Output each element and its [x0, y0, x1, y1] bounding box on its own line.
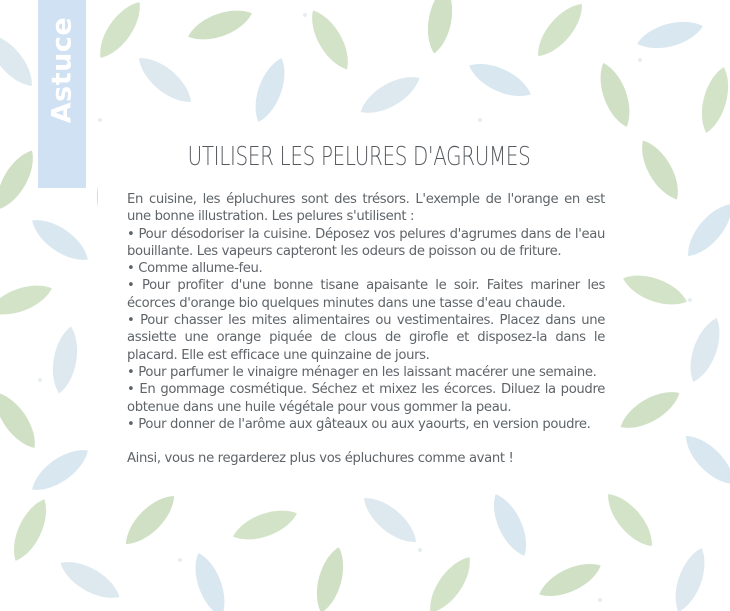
- tip-body: [127, 191, 605, 467]
- tip-item: • Pour donner de l'arôme aux gâteaux ou aux yaourts, en version poudre.: [127, 416, 591, 432]
- tip-conclusion: Ainsi, vous ne regarderez plus vos épluchures comme avant !: [127, 451, 514, 467]
- tip-item: • Comme allume-feu.: [127, 261, 263, 277]
- tip-item: • Pour chasser les mites alimentaires ou vestimentaires. Placez dans une assiette une orange piquée de clous de girofle et disposez-la dans le placard. Elle est efficace une quinzaine de jours.: [127, 313, 605, 363]
- tip-item: • Pour désodoriser la cuisine. Déposez vos pelures d'agrumes dans de l'eau bouillante. Les vapeurs capteront les odeurs de poisson ou de friture.: [127, 226, 605, 259]
- tip-title: UTILISER LES PELURES D'AGRUMES: [187, 142, 531, 172]
- tip-item: • Pour parfumer le vinaigre ménager en les laissant macérer une semaine.: [127, 364, 597, 380]
- paragraph-gap: [127, 433, 605, 450]
- tip-intro: En cuisine, les épluchures sont des trésors. L'exemple de l'orange en est une bonne illustration. Les pelures s'utilisent :: [127, 192, 605, 225]
- tip-item: • En gommage cosmétique. Séchez et mixez les écorces. Diluez la poudre obtenue dans une huile végétale pour vous gommer la peau.: [127, 382, 605, 415]
- astuce-tab-label: Astuce: [46, 16, 78, 124]
- tip-item: • Pour profiter d'une bonne tisane apaisante le soir. Faites mariner les écorces d'orange bio quelques minutes dans une tasse d'eau chaude.: [127, 278, 605, 311]
